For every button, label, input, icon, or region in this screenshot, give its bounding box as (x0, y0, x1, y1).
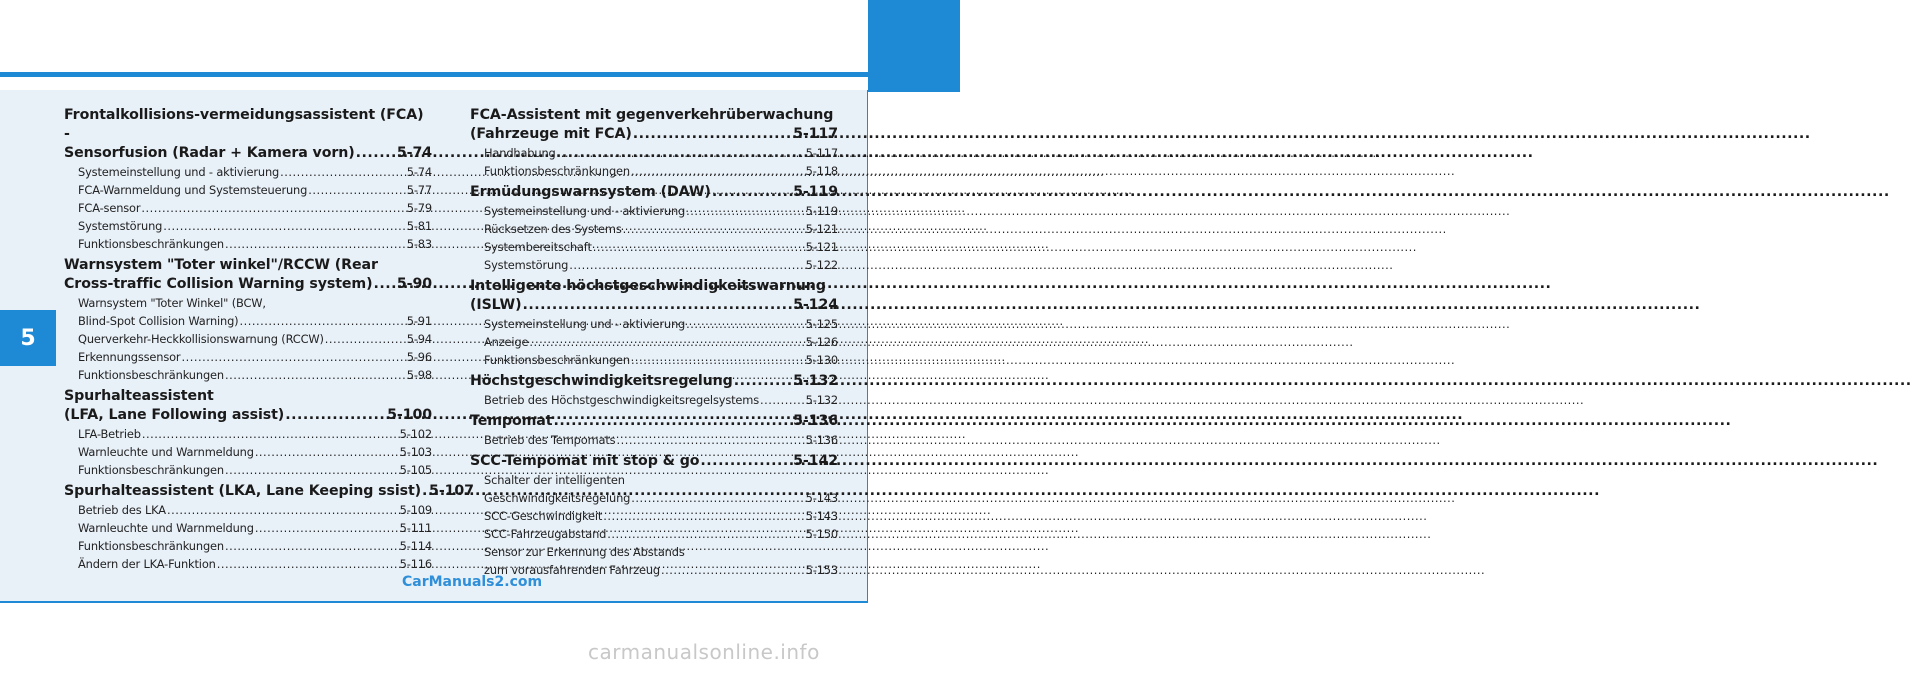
toc-page-number: 5-79 (406, 201, 432, 215)
toc-subsection-entry[interactable] (470, 525, 838, 543)
toc-subsection-entry[interactable] (64, 181, 432, 199)
toc-page-number: 5-143 (805, 509, 838, 523)
toc-subsection-entry[interactable] (470, 351, 838, 369)
dot-leader (285, 406, 386, 425)
toc-entry-line (64, 144, 432, 163)
toc-subsection-entry[interactable] (64, 501, 432, 519)
toc-page-number: 5-109 (399, 503, 432, 517)
toc-entry-title: Funktionsbeschränkungen (78, 368, 224, 382)
toc-entry-title-line: Sensor zur Erkennung des Abstands (484, 545, 685, 559)
toc-entry-line (78, 425, 432, 443)
toc-page-number: 5-74 (396, 145, 432, 161)
toc-subsection-entry[interactable] (470, 391, 838, 409)
toc-entry-line (470, 296, 838, 315)
toc-entry-title: Systemeinstellung und - aktivierung (484, 204, 686, 218)
dot-leader (225, 366, 406, 384)
toc-entry-line (470, 452, 838, 471)
dot-leader (553, 412, 792, 431)
toc-entry-title: Ermüdungswarnsystem (DAW) (470, 184, 711, 200)
toc-page-number: 5-105 (399, 463, 432, 477)
toc-entry-line (484, 238, 838, 256)
toc-entry-title: (Fahrzeuge mit FCA) (470, 126, 632, 142)
toc-page-number: 5-132 (793, 373, 838, 389)
toc-entry-line (78, 181, 432, 199)
toc-entry-title: Rücksetzen des Systems (484, 222, 622, 236)
toc-entry-line (78, 163, 432, 181)
toc-subsection-entry[interactable] (64, 537, 432, 555)
toc-entry-title: Funktionsbeschränkungen (484, 164, 630, 178)
toc-entry-title: FCA-Warnmeldung und Systemsteuerung (78, 183, 308, 197)
toc-entry-line (484, 315, 838, 333)
toc-entry-title: (ISLW) (470, 297, 522, 313)
toc-entry-title: Sensorfusion (Radar + Kamera vorn) (64, 145, 355, 161)
toc-page-number: 5-91 (406, 314, 432, 328)
toc-entry-title: Funktionsbeschränkungen (78, 463, 224, 477)
toc-entry-line (78, 519, 432, 537)
toc-entry-title: FCA-sensor (78, 201, 141, 215)
dot-leader (239, 312, 405, 330)
toc-entry-line (470, 183, 838, 202)
dot-leader (181, 348, 405, 366)
toc-entry-title: Systembereitschaft (484, 240, 592, 254)
toc-subsection-entry[interactable] (64, 235, 432, 253)
toc-page-number: 5-124 (793, 297, 838, 313)
toc-page-number: 5-100 (387, 407, 432, 423)
toc-entry-title-line: Warnsystem "Toter winkel"/RCCW (Rear (64, 257, 378, 273)
dot-leader (141, 199, 405, 217)
toc-subsection-entry[interactable] (64, 163, 432, 181)
dot-leader (734, 372, 792, 391)
toc-subsection-entry[interactable] (470, 144, 838, 162)
toc-page-number: 5-98 (406, 368, 432, 382)
toc-entry-title: (LFA, Lane Following assist) (64, 407, 285, 423)
toc-entry-line (78, 443, 432, 461)
toc-page-number: 5-121 (805, 240, 838, 254)
toc-page-number: 5-150 (805, 527, 838, 541)
toc-entry-title: Erkennungssensor (78, 350, 181, 364)
toc-entry-title-line: Intelligente höchstgeschwindigkeitswarnung (470, 278, 826, 294)
toc-subsection-entry[interactable] (470, 333, 838, 351)
toc-page-number: 5-153 (805, 563, 838, 577)
toc-section-entry[interactable] (470, 106, 838, 144)
toc-entry-line (64, 406, 432, 425)
dot-leader (760, 391, 805, 409)
toc-entry-line (78, 217, 432, 235)
chapter-corner-block (868, 0, 960, 92)
dot-leader (593, 238, 805, 256)
toc-entry-line (470, 412, 838, 431)
toc-entry-line (78, 501, 432, 519)
toc-entry-title: Querverkehr-Heckkollisionswarnung (RCCW) (78, 332, 324, 346)
toc-entry-title: Handhabung (484, 146, 556, 160)
dot-leader (686, 315, 805, 333)
toc-subsection-entry[interactable] (470, 162, 838, 180)
dot-leader (712, 183, 792, 202)
dot-leader (557, 144, 805, 162)
toc-page-number: 5-117 (805, 146, 838, 160)
toc-section-entry[interactable] (64, 256, 432, 294)
dot-leader (325, 330, 406, 348)
toc-subsection-entry[interactable] (470, 238, 838, 256)
toc-entry-title: Anzeige (484, 335, 529, 349)
top-rule (0, 72, 960, 77)
toc-subsection-entry[interactable] (64, 366, 432, 384)
toc-subsection-entry[interactable] (470, 471, 838, 507)
toc-entry-line (484, 202, 838, 220)
toc-entry-line (484, 391, 838, 409)
dot-leader (686, 202, 805, 220)
dot-leader (631, 351, 805, 369)
dot-leader (700, 452, 792, 471)
toc-entry-title: Cross-traffic Collision Warning system) (64, 276, 373, 292)
toc-section-entry[interactable] (64, 387, 432, 425)
toc-page-number: 5-132 (805, 393, 838, 407)
toc-entry-line (78, 461, 432, 479)
toc-entry-title-line: Spurhalteassistent (64, 388, 214, 404)
toc-left-column (64, 106, 474, 573)
toc-entry-title: Höchstgeschwindigkeitsregelung (470, 373, 733, 389)
toc-subsection-entry[interactable] (64, 425, 432, 443)
toc-subsection-entry[interactable] (64, 199, 432, 217)
toc-entry-line (484, 333, 838, 351)
watermark: CarManuals2.com (402, 574, 543, 590)
toc-entry-line (484, 144, 838, 162)
dot-leader (631, 162, 805, 180)
dot-leader (308, 181, 406, 199)
toc-entry-title: Funktionsbeschränkungen (78, 237, 224, 251)
toc-page-number: 5-118 (805, 164, 838, 178)
toc-subsection-entry[interactable] (64, 348, 432, 366)
toc-entry-line (484, 489, 838, 507)
toc-entry-line (484, 256, 838, 274)
toc-page-number: 5-74 (406, 165, 432, 179)
toc-entry-title: Systemstörung (484, 258, 569, 272)
toc-entry-line (470, 125, 838, 144)
toc-page-number: 5-130 (805, 353, 838, 367)
toc-entry-title: SCC-Fahrzeugabstand (484, 527, 607, 541)
toc-section-entry[interactable] (470, 183, 838, 202)
toc-entry-title: Betrieb des Tempomats (484, 433, 616, 447)
dot-leader (373, 275, 395, 294)
toc-entry-title: Systemeinstellung und - aktivierung (484, 317, 686, 331)
toc-entry-line (470, 372, 838, 391)
dot-leader (142, 425, 399, 443)
toc-page-number: 5-90 (396, 276, 432, 292)
toc-section-entry[interactable] (64, 106, 432, 163)
toc-entry-line (484, 431, 838, 449)
dot-leader (522, 296, 792, 315)
toc-entry-title: Ändern der LKA-Funktion (78, 557, 216, 571)
dot-leader (607, 525, 804, 543)
toc-entry-title: Systemstörung (78, 219, 163, 233)
toc-entry-title: Tempomat (470, 413, 553, 429)
dot-leader (217, 555, 399, 573)
toc-entry-line (78, 330, 432, 348)
toc-page-number: 5-107 (429, 483, 474, 499)
dot-leader (633, 125, 792, 144)
toc-section-entry[interactable] (470, 372, 838, 391)
toc-page-number: 5-102 (399, 427, 432, 441)
toc-entry-line (484, 351, 838, 369)
toc-page-number: 5-119 (805, 204, 838, 218)
toc-page-number: 5-94 (406, 332, 432, 346)
toc-entry-title: Spurhalteassistent (LKA, Lane Keeping ssist) (64, 483, 422, 499)
toc-entry-line (484, 507, 838, 525)
dot-leader (356, 144, 396, 163)
dot-leader (167, 501, 399, 519)
footer-watermark: carmanualsonline.info (588, 640, 820, 664)
toc-subsection-entry[interactable] (470, 315, 838, 333)
toc-entry-line (78, 199, 432, 217)
toc-entry-title: LFA-Betrieb (78, 427, 141, 441)
dot-leader (616, 431, 804, 449)
toc-entry-title: Systemeinstellung und - aktivierung (78, 165, 280, 179)
toc-entry-title: Blind-Spot Collision Warning) (78, 314, 239, 328)
toc-page-number: 5-125 (805, 317, 838, 331)
toc-entry-title: zum vorausfahrenden Fahrzeug (484, 563, 661, 577)
toc-entry-title: Geschwindigkeitsregelung (484, 491, 631, 505)
toc-page-number: 5-111 (399, 521, 432, 535)
toc-subsection-entry[interactable] (64, 330, 432, 348)
toc-page-number: 5-142 (793, 453, 838, 469)
dot-leader (603, 507, 804, 525)
toc-entry-title-line: FCA-Assistent mit gegenverkehrüberwachung (470, 107, 834, 123)
toc-entry-line (64, 482, 474, 501)
dot-leader (631, 489, 804, 507)
dot-leader (163, 217, 405, 235)
toc-entry-title: SCC-Tempomat mit stop & go (470, 453, 700, 469)
toc-subsection-entry[interactable] (470, 220, 838, 238)
toc-entry-title: SCC-Geschwindigkeit (484, 509, 603, 523)
toc-page-number: 5-96 (406, 350, 432, 364)
toc-subsection-entry[interactable] (470, 507, 838, 525)
toc-entry-title: Funktionsbeschränkungen (78, 539, 224, 553)
toc-entry-line (78, 235, 432, 253)
chapter-tab[interactable]: 5 (0, 310, 56, 366)
toc-entry-line (78, 537, 432, 555)
toc-subsection-entry[interactable] (64, 443, 432, 461)
toc-page-number: 5-119 (793, 184, 838, 200)
dot-leader (255, 519, 399, 537)
dot-leader (422, 482, 428, 501)
toc-subsection-entry[interactable] (470, 431, 838, 449)
toc-page-number: 5-122 (805, 258, 838, 272)
toc-entry-title: Funktionsbeschränkungen (484, 353, 630, 367)
toc-entry-title: Warnleuchte und Warnmeldung (78, 445, 254, 459)
toc-entry-title: Betrieb des Höchstgeschwindigkeitsregelsystems (484, 393, 760, 407)
toc-page-number: 5-114 (399, 539, 432, 553)
dot-leader (569, 256, 804, 274)
toc-subsection-entry[interactable] (64, 519, 432, 537)
toc-entry-line (78, 348, 432, 366)
toc-entry-line (78, 555, 432, 573)
toc-section-entry[interactable] (470, 452, 838, 471)
dot-leader (255, 443, 399, 461)
toc-page-number: 5-143 (805, 491, 838, 505)
toc-page-number: 5-116 (399, 557, 432, 571)
toc-page-number: 5-83 (406, 237, 432, 251)
toc-section-entry[interactable] (470, 412, 838, 431)
toc-subsection-entry[interactable] (470, 256, 838, 274)
dot-leader (225, 235, 406, 253)
toc-page-number: 5-121 (805, 222, 838, 236)
toc-entry-line (78, 312, 432, 330)
dot-leader (280, 163, 406, 181)
toc-entry-title-line: Frontalkollisions-vermeidungsassistent (FCA) - (64, 107, 424, 142)
toc-page-number: 5-117 (793, 126, 838, 142)
toc-page-number: 5-136 (805, 433, 838, 447)
toc-page-number: 5-77 (406, 183, 432, 197)
toc-page-number: 5-136 (793, 413, 838, 429)
toc-entry-title: Betrieb des LKA (78, 503, 166, 517)
toc-entry-line (78, 366, 432, 384)
toc-section-entry[interactable] (470, 277, 838, 315)
dot-leader (623, 220, 805, 238)
dot-leader (529, 333, 804, 351)
toc-entry-title: Warnleuchte und Warnmeldung (78, 521, 254, 535)
toc-subsection-entry[interactable] (470, 202, 838, 220)
toc-entry-line (484, 220, 838, 238)
toc-subsection-entry[interactable] (64, 217, 432, 235)
toc-page-number: 5-81 (406, 219, 432, 233)
toc-subsection-entry[interactable] (64, 294, 432, 330)
toc-subsection-entry[interactable] (64, 555, 432, 573)
dot-leader (225, 461, 399, 479)
toc-subsection-entry[interactable] (64, 461, 432, 479)
dot-leader (225, 537, 399, 555)
toc-entry-title-line: Schalter der intelligenten (484, 473, 625, 487)
dot-leader (661, 561, 805, 579)
toc-section-entry[interactable] (64, 482, 474, 501)
panel-bottom-rule (0, 601, 868, 603)
toc-entry-line (484, 162, 838, 180)
toc-entry-line (484, 525, 838, 543)
toc-entry-line (64, 275, 432, 294)
toc-page-number: 5-103 (399, 445, 432, 459)
toc-entry-title-line: Warnsystem "Toter Winkel" (BCW, (78, 296, 266, 310)
toc-right-column (470, 106, 838, 579)
toc-page-number: 5-126 (805, 335, 838, 349)
